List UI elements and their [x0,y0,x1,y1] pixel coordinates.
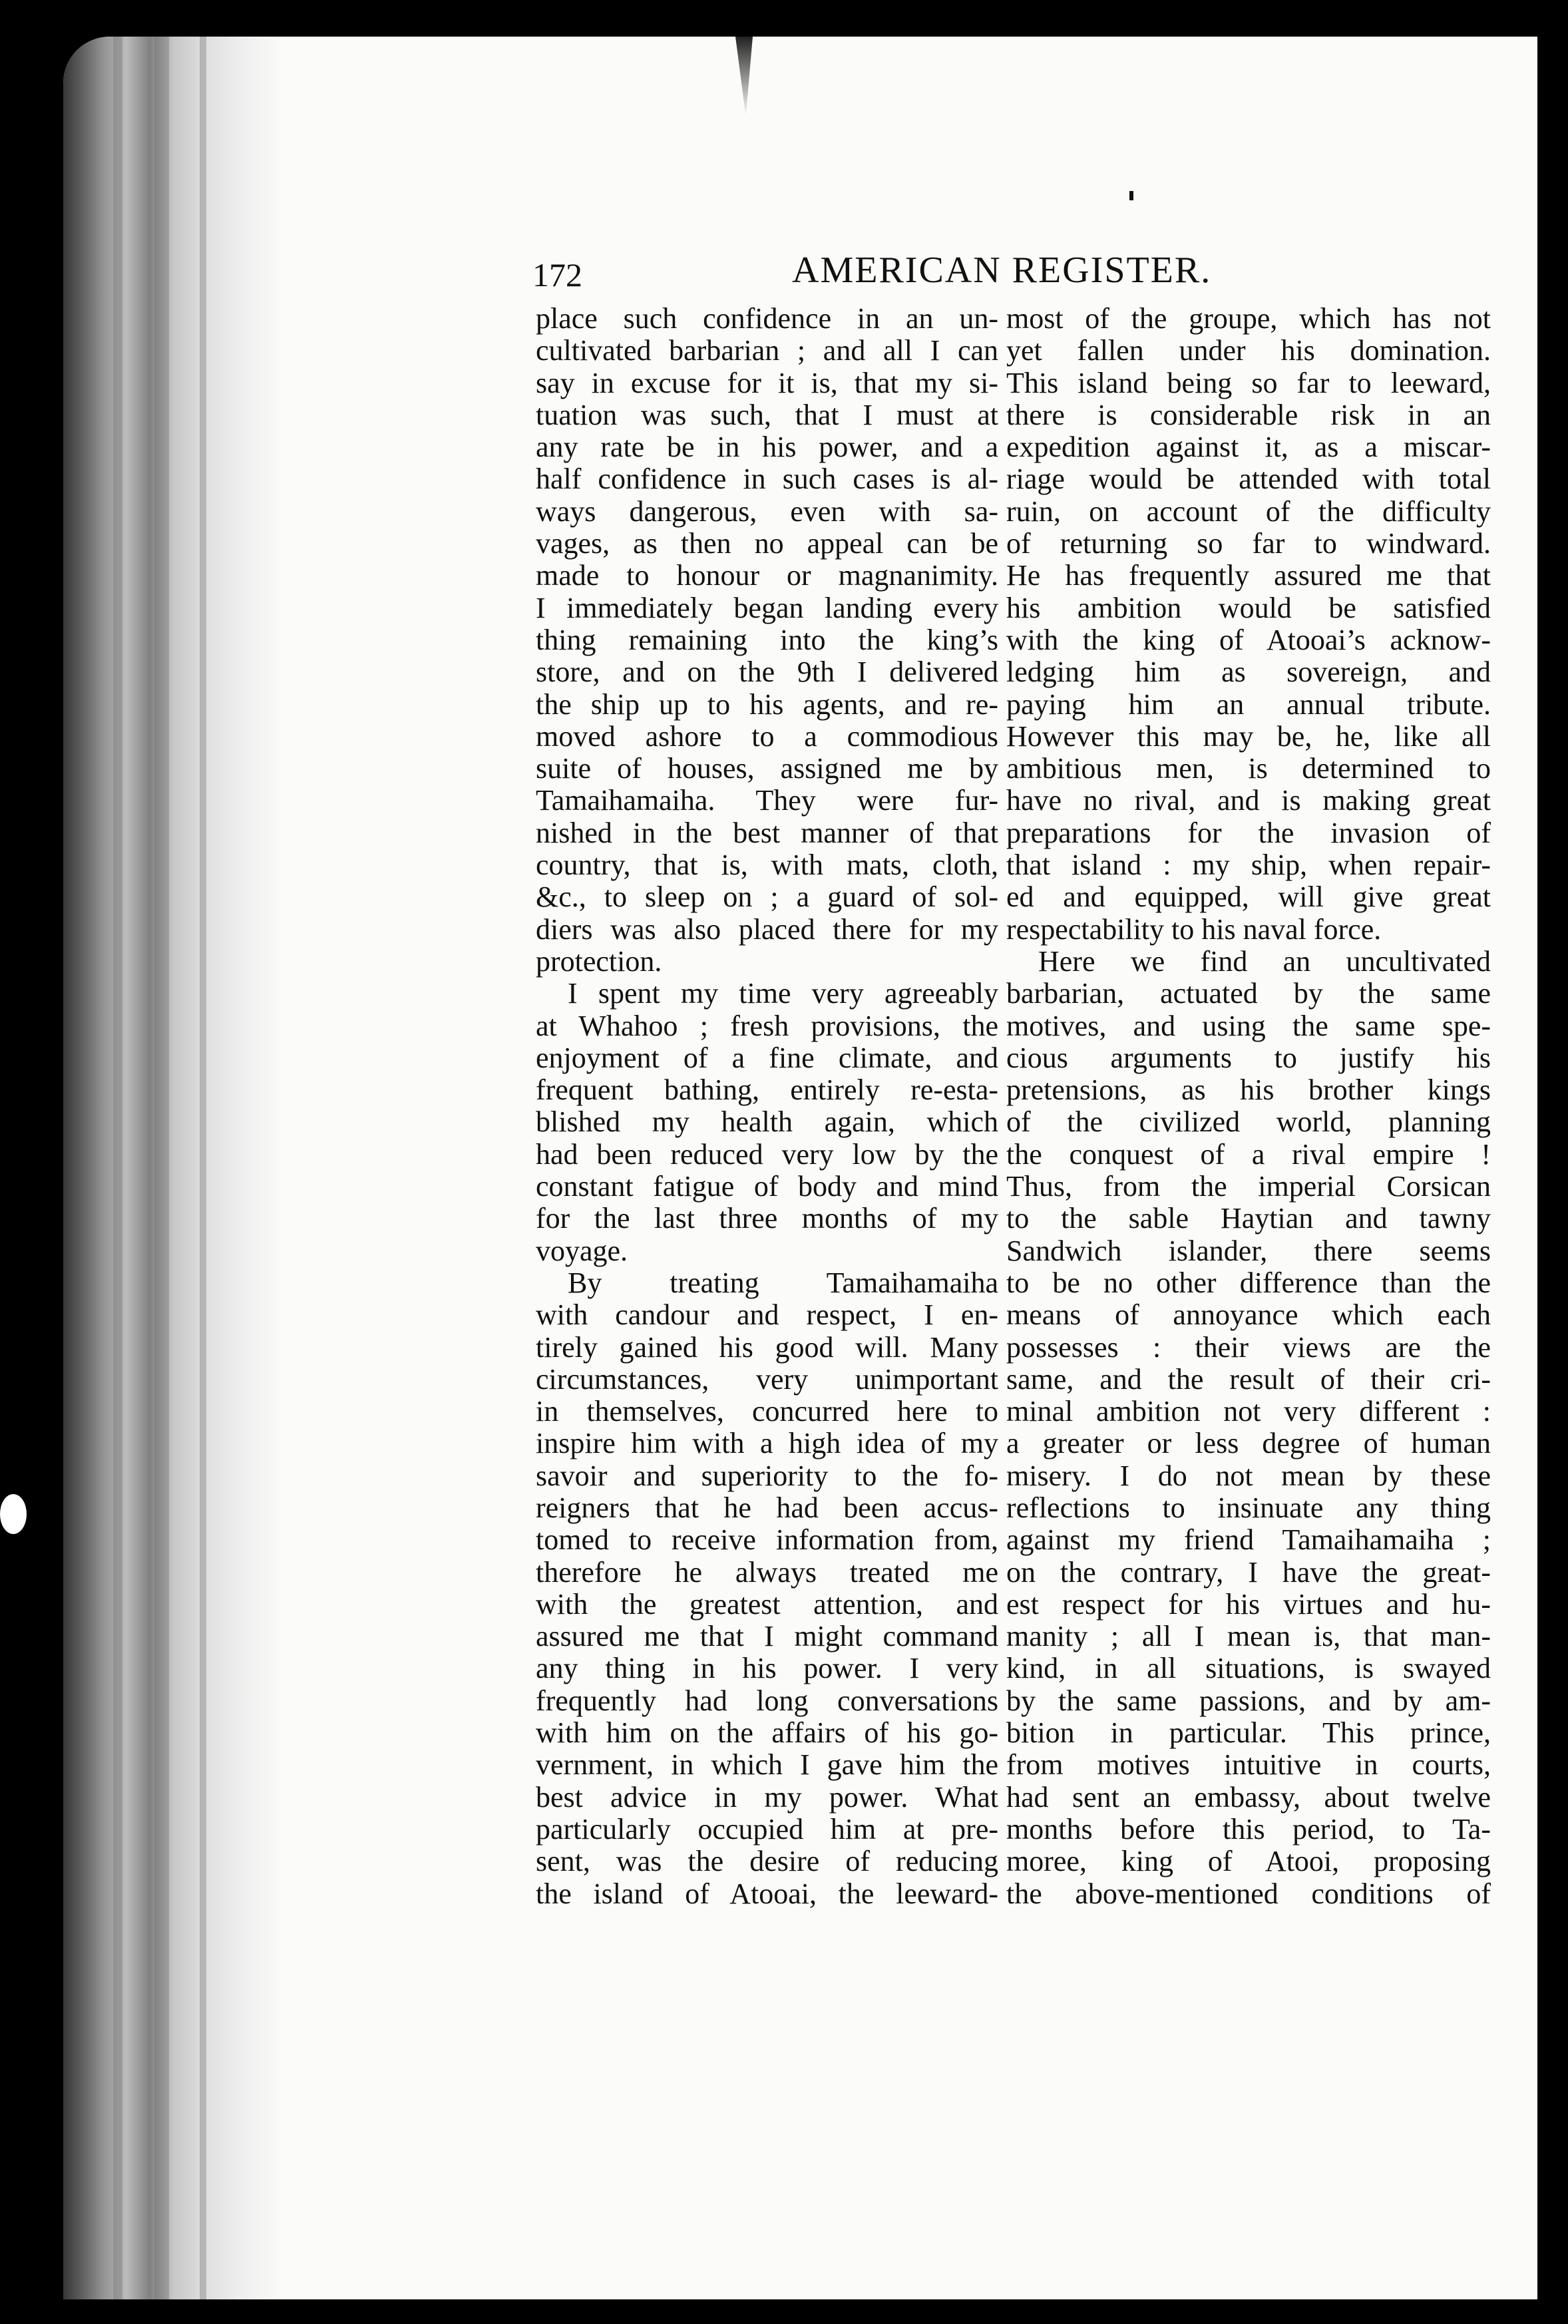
text-line: Thus, from the imperial Corsican [1006,1170,1491,1203]
text-line: However this may be, he, like all [1006,719,1491,753]
text-line: Here we find an uncultivated [1038,944,1491,978]
text-line: in themselves, concurred here to [536,1395,998,1428]
text-line: by the same passions, and by am- [1006,1684,1491,1717]
text-line: diers was also placed there for my [536,912,998,946]
text-line: By treating Tamaihamaiha [568,1266,998,1299]
text-line: nished in the best manner of that [536,816,998,849]
text-line: tuation was such, that I must at [536,398,998,431]
text-line: suite of houses, assigned me by [536,752,998,785]
page-gutter-shadow [63,37,283,2299]
text-line: riage would be attended with total [1006,463,1491,496]
text-line: of returning so far to windward. [1006,527,1491,560]
text-line: pretensions, as his brother kings [1006,1073,1491,1107]
text-line: I spent my time very agreeably [568,977,998,1010]
text-line: a greater or less degree of human [1006,1427,1491,1460]
text-line: Tamaihamaiha. They were fur- [536,784,998,817]
text-line: tirely gained his good will. Many [536,1330,998,1364]
text-line: moved ashore to a commodious [536,719,998,753]
text-line: assured me that I might command [536,1620,998,1653]
gutter-streak [154,37,169,2299]
text-line: minal ambition not very different : [1006,1395,1491,1428]
text-line: ambitious men, is determined to [1006,752,1491,785]
text-line: bition in particular. This prince, [1006,1716,1491,1750]
text-line: constant fatigue of body and mind [536,1170,998,1203]
gutter-streak [200,37,206,2299]
text-line: possesses : their views are the [1006,1330,1491,1364]
text-line: ledging him as sovereign, and [1006,656,1491,689]
text-line: motives, and using the same spe- [1006,1009,1491,1042]
text-line: with candour and respect, I en- [536,1298,998,1332]
text-line: store, and on the 9th I delivered [536,656,998,689]
text-line: savoir and superiority to the fo- [536,1459,998,1492]
text-line: the above-mentioned conditions of [1006,1877,1491,1910]
text-line: there is considerable risk in an [1006,398,1491,431]
text-line: particularly occupied him at pre- [536,1812,998,1845]
text-line: cious arguments to justify his [1006,1041,1491,1074]
text-line: with the king of Atooai’s acknow- [1006,623,1491,656]
text-line: with him on the affairs of his go- [536,1716,998,1750]
text-line: est respect for his virtues and hu- [1006,1587,1491,1621]
text-line: therefore he always treated me [536,1555,998,1589]
text-line: reigners that he had been accus- [536,1491,998,1524]
text-line: reflections to insinuate any thing [1006,1491,1491,1524]
text-line: have no rival, and is making great [1006,784,1491,817]
text-line: barbarian, actuated by the same [1006,977,1491,1010]
text-line: vernment, in which I gave him the [536,1748,998,1782]
text-line: same, and the result of their cri- [1006,1362,1491,1396]
text-line: preparations for the invasion of [1006,816,1491,849]
text-line: yet fallen under his domination. [1006,334,1491,367]
text-line: that island : my ship, when repair- [1006,849,1491,882]
text-line: means of annoyance which each [1006,1298,1491,1332]
text-line: frequent bathing, entirely re-esta- [536,1073,998,1107]
gutter-streak [113,37,122,2299]
scan-speck [0,1494,27,1534]
text-line: say in excuse for it is, that my si- [536,366,998,399]
text-line: on the contrary, I have the great- [1006,1555,1491,1589]
text-line: half confidence in such cases is al- [536,463,998,496]
text-line: best advice in my power. What [536,1780,998,1814]
text-line: against my friend Tamaihamaiha ; [1006,1523,1491,1557]
left-text-column [536,303,998,1910]
text-line: most of the groupe, which has not [1006,302,1491,335]
text-line: ruin, on account of the difficulty [1006,494,1491,528]
text-line: enjoyment of a fine climate, and [536,1041,998,1074]
text-line: to the sable Haytian and tawny [1006,1202,1491,1235]
text-line: cultivated barbarian ; and all I can [536,334,998,367]
text-line: voyage. [536,1234,628,1267]
text-line: had sent an embassy, about twelve [1006,1780,1491,1814]
text-line: place such confidence in an un- [536,302,998,335]
text-line: from motives intuitive in courts, [1006,1748,1491,1782]
text-line: made to honour or magnanimity. [536,559,998,592]
text-line: the island of Atooai, the leeward- [536,1877,998,1910]
text-line: to be no other difference than the [1006,1266,1491,1299]
text-line: at Whahoo ; fresh provisions, the [536,1009,998,1042]
text-line: Sandwich islander, there seems [1006,1234,1491,1267]
text-line: country, that is, with mats, cloth, [536,849,998,882]
text-line: ways dangerous, even with sa- [536,494,998,528]
text-line: the ship up to his agents, and re- [536,687,998,721]
text-line: with the greatest attention, and [536,1587,998,1621]
text-line: manity ; all I mean is, that man- [1006,1620,1491,1653]
text-line: the conquest of a rival empire ! [1006,1137,1491,1171]
text-line: thing remaining into the king’s [536,623,998,656]
ink-mark [1129,191,1133,200]
text-line: protection. [536,944,662,978]
text-line: any thing in his power. I very [536,1652,998,1685]
text-line: sent, was the desire of reducing [536,1845,998,1878]
text-line: paying him an annual tribute. [1006,687,1491,721]
text-line: This island being so far to leeward, [1006,366,1491,399]
text-line: respectability to his naval force. [1006,912,1382,946]
text-line: of the civilized world, planning [1006,1105,1491,1139]
text-line: vages, as then no appeal can be [536,527,998,560]
text-line: months before this period, to Ta- [1006,1812,1491,1845]
text-line: any rate be in his power, and a [536,431,998,464]
running-head: AMERICAN REGISTER. [792,250,1212,291]
text-line: inspire him with a high idea of my [536,1427,998,1460]
text-line: blished my health again, which [536,1105,998,1139]
text-line: circumstances, very unimportant [536,1362,998,1396]
text-line: moree, king of Atooi, proposing [1006,1845,1491,1878]
text-line: his ambition would be satisfied [1006,591,1491,624]
text-line: had been reduced very low by the [536,1137,998,1171]
text-line: I immediately began landing every [536,591,998,624]
text-line: expedition against it, as a miscar- [1006,431,1491,464]
text-line: ed and equipped, will give great [1006,880,1491,914]
text-line: &c., to sleep on ; a guard of sol- [536,880,998,914]
right-text-column [1006,303,1491,1910]
text-line: kind, in all situations, is swayed [1006,1652,1491,1685]
page-number: 172 [532,256,582,293]
text-line: frequently had long conversations [536,1684,998,1717]
text-line: misery. I do not mean by these [1006,1459,1491,1492]
scan-right-edge [1537,0,1568,2324]
text-line: for the last three months of my [536,1202,998,1235]
text-line: He has frequently assured me that [1006,559,1491,592]
text-line: tomed to receive information from, [536,1523,998,1557]
